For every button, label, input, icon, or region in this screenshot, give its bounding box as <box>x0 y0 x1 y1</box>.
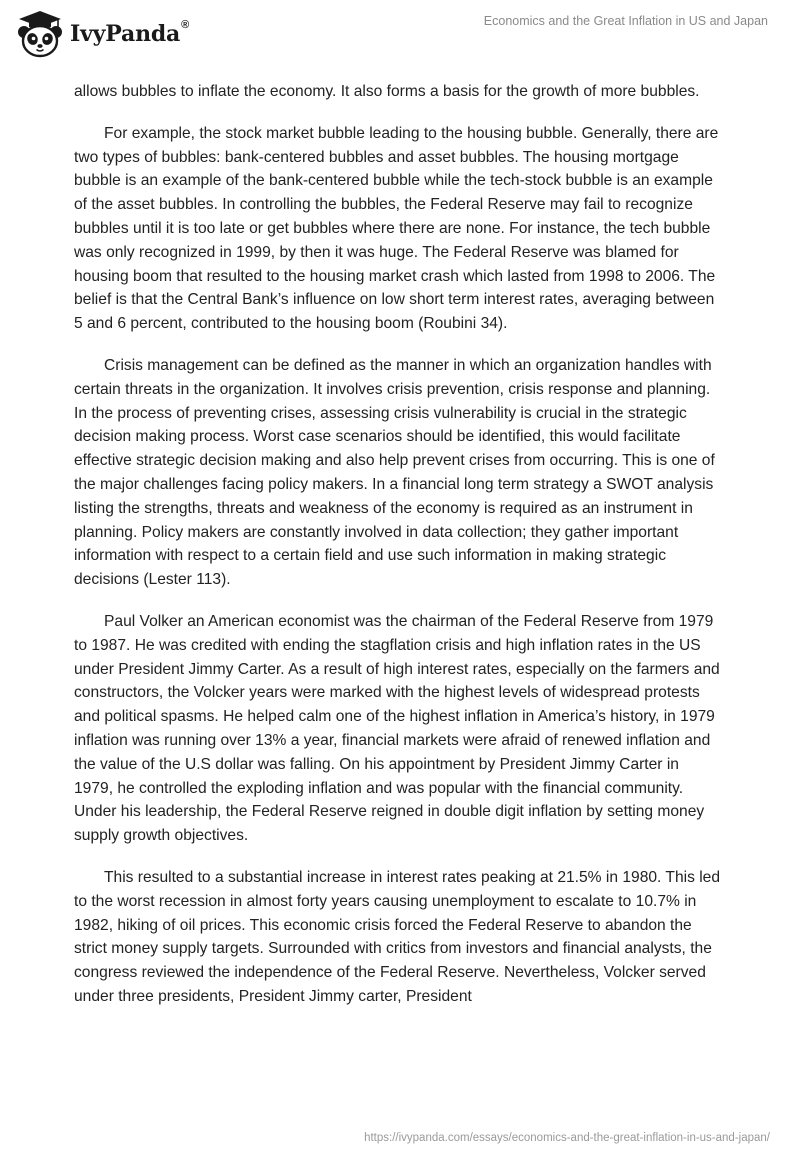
brand-name <box>70 21 189 47</box>
page-header <box>0 0 800 70</box>
paragraph-2: For example, the stock market bubble leading to the housing bubble. Generally, there are two types of bubbles: bank-centered bubbles and asset bubbles. The housing mortgage bubble is an example of the bank-centered bubble while the tech-stock bubble is an example of the asset bubbles. In controlling the bubbles, the Federal Reserve may fail to recognize bubbles until it is too late or get bubbles where there are none. For instance, the tech bubble was only recognized in 1999, by then it was huge. The Federal Reserve was blamed for housing boom that resulted to the housing market crash which lasted from 1998 to 2006. The belief is that the Central Bank’s influence on low short term interest rates, averaging between 5 and 6 percent, contributed to the housing boom (Roubini 34). <box>74 124 719 333</box>
ivypanda-logo[interactable] <box>14 8 189 60</box>
registered-mark: ® <box>181 19 190 31</box>
essay-body <box>74 80 722 1027</box>
paragraph-5: This resulted to a substantial increase in interest rates peaking at 21.5% in 1980. This led to the worst recession in almost forty years causing unemployment to escalate to 10.7% in 1982, hiking of oil prices. This economic crisis forced the Federal Reserve to abandon the strict money supply targets. Surrounded with critics from investors and financial analysts, the congress reviewed the independence of the Federal Reserve. Nevertheless, Volcker served under three presidents, President Jimmy carter, President <box>74 868 721 1005</box>
panda-graduate-icon <box>14 8 66 60</box>
document-title: Economics and the Great Inflation in US and Japan <box>483 14 768 28</box>
paragraph-4: Paul Volker an American economist was the chairman of the Federal Reserve from 1979 to 1987. He was credited with ending the stagflation crisis and high inflation rates in the US under President Jimmy Carter. As a result of high interest rates, especially on the farmers and constructors, the Volcker years were marked with the highest levels of widespread protests and political spasms. He helped calm one of the highest inflation in America’s history, in 1979 inflation was running over 13% a year, financial markets were afraid of renewed inflation and the value of the U.S dollar was falling. On his appointment by President Jimmy Carter in 1979, he controlled the exploding inflation and was popular with the financial community. Under his leadership, the Federal Reserve reigned in double digit inflation by setting money supply growth objectives. <box>74 612 720 845</box>
paragraph-1: allows bubbles to inflate the economy. It also forms a basis for the growth of more bubbles. <box>74 83 700 100</box>
paragraph-3: Crisis management can be defined as the manner in which an organization handles with certain threats in the organization. It involves crisis prevention, crisis response and planning. In the process of preventing crises, assessing crisis vulnerability is crucial in the strategic decision making process. Worst case scenarios should be identified, this would facilitate effective strategic decision making and also help prevent crises from occurring. This is one of the major challenges facing policy makers. In a financial long term strategy a SWOT analysis listing the strengths, threats and weakness of the economy is required as an instrument in planning. Policy makers are constantly involved in data collection; they gather important information with respect to a certain field and use such information in making strategic decisions (Lester 113). <box>74 356 715 589</box>
brand-name-text: IvyPanda <box>70 21 181 47</box>
source-url-link[interactable]: https://ivypanda.com/essays/economics-and-the-great-inflation-in-us-and-japan/ <box>364 1132 770 1144</box>
